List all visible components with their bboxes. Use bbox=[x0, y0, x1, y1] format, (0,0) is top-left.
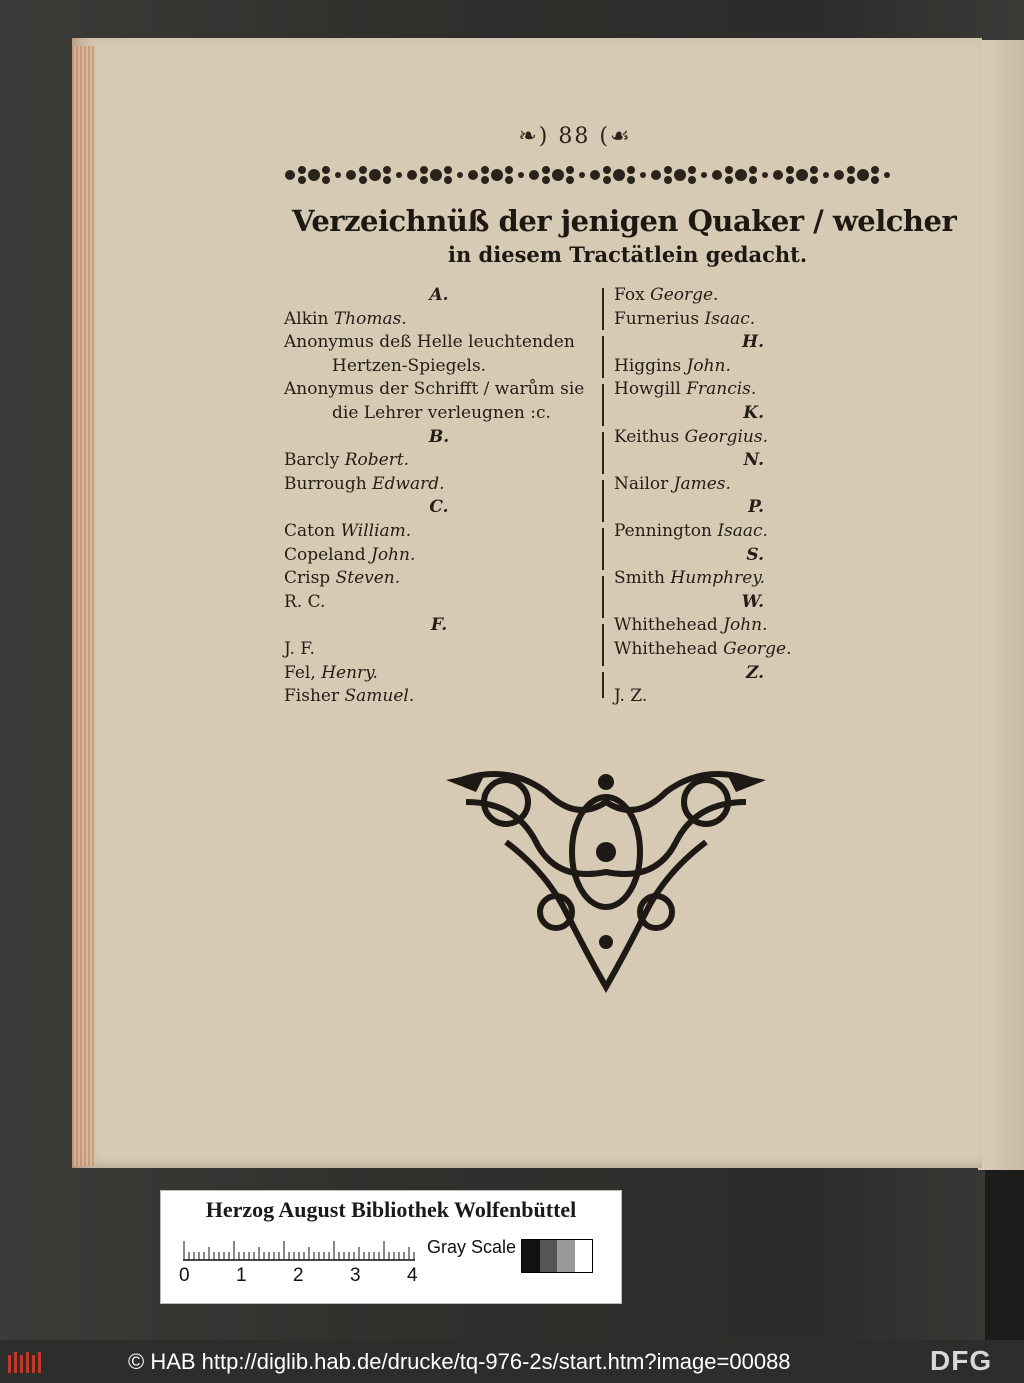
index-letter-heading: K. bbox=[743, 402, 764, 423]
ruler-numbers bbox=[179, 1265, 439, 1289]
entry-surname: Pennington bbox=[614, 520, 712, 541]
entry-surname: Anonymus deß Helle leuchtenden bbox=[284, 332, 575, 353]
entry-given-name: Isaac. bbox=[704, 308, 756, 329]
entry-surname: Burrough bbox=[284, 473, 367, 494]
index-letter-heading: Z. bbox=[745, 662, 764, 683]
gray-patch bbox=[575, 1240, 593, 1272]
ruler-ticks bbox=[184, 1241, 414, 1260]
entry-given-name: Humphrey. bbox=[670, 568, 766, 589]
page-subtitle: in diesem Tractätlein gedacht. bbox=[448, 242, 808, 267]
index-entry bbox=[284, 520, 594, 544]
index-entry bbox=[284, 308, 594, 332]
entry-surname: Fox bbox=[614, 285, 645, 305]
index-entry bbox=[614, 308, 864, 332]
entry-surname: die Lehrer verleugnen :c. bbox=[332, 402, 551, 423]
entry-given-name: Thomas. bbox=[333, 308, 407, 329]
index-letter-heading: W. bbox=[741, 591, 764, 612]
gray-scale-label: Gray Scale bbox=[427, 1237, 517, 1257]
entry-surname: Whithehead bbox=[614, 615, 718, 636]
ruler-number: 4 bbox=[407, 1265, 418, 1286]
index-column-right bbox=[614, 284, 864, 709]
entry-given-name: George. bbox=[723, 638, 792, 659]
gray-scale-swatch bbox=[521, 1239, 593, 1273]
entry-surname: Higgins bbox=[614, 355, 682, 376]
viewer-footer bbox=[0, 1340, 1024, 1383]
page-number-text: 88 bbox=[558, 124, 591, 149]
entry-surname: Whithehead bbox=[614, 638, 718, 659]
entry-surname: Barcly bbox=[284, 450, 340, 471]
entry-surname: Furnerius bbox=[614, 308, 700, 329]
entry-surname: Hertzen-Spiegels. bbox=[332, 355, 487, 376]
hab-logo-icon bbox=[6, 1349, 46, 1375]
index-entry bbox=[284, 378, 594, 402]
index-letter-heading: P. bbox=[748, 497, 764, 518]
gray-patch bbox=[522, 1240, 540, 1272]
facing-page-edge bbox=[978, 40, 1024, 1170]
index-entry bbox=[284, 685, 594, 709]
entry-given-name: William. bbox=[340, 520, 412, 541]
index-entry bbox=[284, 355, 594, 379]
index-entry bbox=[614, 284, 864, 308]
entry-surname: Caton bbox=[284, 520, 336, 541]
index-entry bbox=[614, 355, 864, 379]
entry-surname: Fel, bbox=[284, 662, 316, 683]
entry-given-name: Henry. bbox=[321, 662, 378, 683]
index-letter-heading: B. bbox=[428, 426, 450, 447]
entry-surname: Smith bbox=[614, 568, 665, 589]
entry-given-name: Samuel. bbox=[344, 686, 415, 707]
index-entry bbox=[614, 473, 864, 497]
index-entry bbox=[614, 614, 864, 638]
index-entry bbox=[614, 567, 864, 591]
entry-surname: Copeland bbox=[284, 544, 366, 565]
index-entry bbox=[284, 473, 594, 497]
ornamental-band bbox=[276, 158, 890, 192]
index-entry bbox=[614, 638, 864, 662]
library-name: Herzog August Bibliothek Wolfenbüttel bbox=[205, 1197, 577, 1222]
index-entry bbox=[284, 567, 594, 591]
entry-given-name: Edward. bbox=[372, 473, 445, 494]
index-entry bbox=[284, 402, 594, 426]
entry-given-name: George. bbox=[650, 285, 719, 305]
entry-surname: Nailor bbox=[614, 473, 669, 494]
entry-surname: Alkin bbox=[284, 308, 329, 329]
index-letter-heading: N. bbox=[743, 450, 764, 471]
page-number bbox=[490, 124, 660, 156]
index-letter-heading: C. bbox=[429, 497, 449, 518]
column-divider bbox=[602, 288, 604, 698]
dfg-logo: DFG bbox=[930, 1345, 993, 1376]
index-entry bbox=[614, 426, 864, 450]
ruler-number: 1 bbox=[236, 1265, 247, 1286]
entry-surname: Anonymus der Schrifft / warům sie bbox=[284, 379, 585, 400]
ruler-number: 0 bbox=[179, 1265, 190, 1286]
entry-surname: Crisp bbox=[284, 568, 331, 589]
index-entry bbox=[284, 591, 594, 615]
entry-given-name: Robert. bbox=[344, 450, 410, 471]
facing-page-shadow bbox=[985, 1170, 1024, 1340]
index-entry bbox=[614, 378, 864, 402]
index-letter-heading: S. bbox=[746, 544, 764, 565]
copyright-url[interactable]: © HAB http://diglib.hab.de/drucke/tq-976-2s/start.htm?image=00088 bbox=[128, 1349, 791, 1374]
page-gilt-edge bbox=[72, 46, 94, 1166]
index-entry bbox=[614, 685, 864, 709]
page-title: Verzeichnüß der jenigen Quaker / welcher bbox=[292, 204, 957, 238]
color-scale-card bbox=[160, 1190, 622, 1304]
entry-surname: Howgill bbox=[614, 379, 681, 400]
entry-surname: Keithus bbox=[614, 426, 680, 447]
entry-given-name: Isaac. bbox=[717, 520, 768, 541]
gray-patch bbox=[557, 1240, 575, 1272]
index-letter-heading: A. bbox=[429, 285, 449, 305]
index-entry bbox=[284, 449, 594, 473]
ornament-left-icon: ❧) bbox=[518, 124, 550, 149]
entry-given-name: John. bbox=[686, 355, 731, 376]
index-column-left bbox=[284, 284, 594, 709]
entry-surname: J. F. bbox=[284, 638, 315, 659]
entry-surname: Fisher bbox=[284, 686, 340, 707]
index-entry bbox=[614, 520, 864, 544]
entry-given-name: James. bbox=[673, 473, 731, 494]
entry-given-name: Georgius. bbox=[684, 426, 769, 447]
ruler-number: 3 bbox=[350, 1265, 361, 1286]
index-letter-heading: F. bbox=[430, 615, 448, 636]
ornament-right-icon: (☙ bbox=[599, 124, 632, 149]
index-entry bbox=[284, 662, 594, 686]
entry-surname: R. C. bbox=[284, 591, 326, 612]
index-letter-heading: H. bbox=[742, 332, 764, 353]
ruler-number: 2 bbox=[293, 1265, 304, 1286]
entry-given-name: Francis. bbox=[686, 379, 757, 400]
index-entry bbox=[284, 638, 594, 662]
entry-given-name: Steven. bbox=[335, 568, 401, 589]
entry-given-name: John. bbox=[371, 544, 416, 565]
gray-patch bbox=[540, 1240, 558, 1272]
entry-surname: J. Z. bbox=[614, 686, 648, 707]
fleuron-ornament-icon bbox=[446, 762, 766, 1002]
index-entry bbox=[284, 331, 594, 355]
index-entry bbox=[284, 544, 594, 568]
entry-given-name: John. bbox=[723, 615, 768, 636]
ruler-scale bbox=[183, 1239, 423, 1261]
